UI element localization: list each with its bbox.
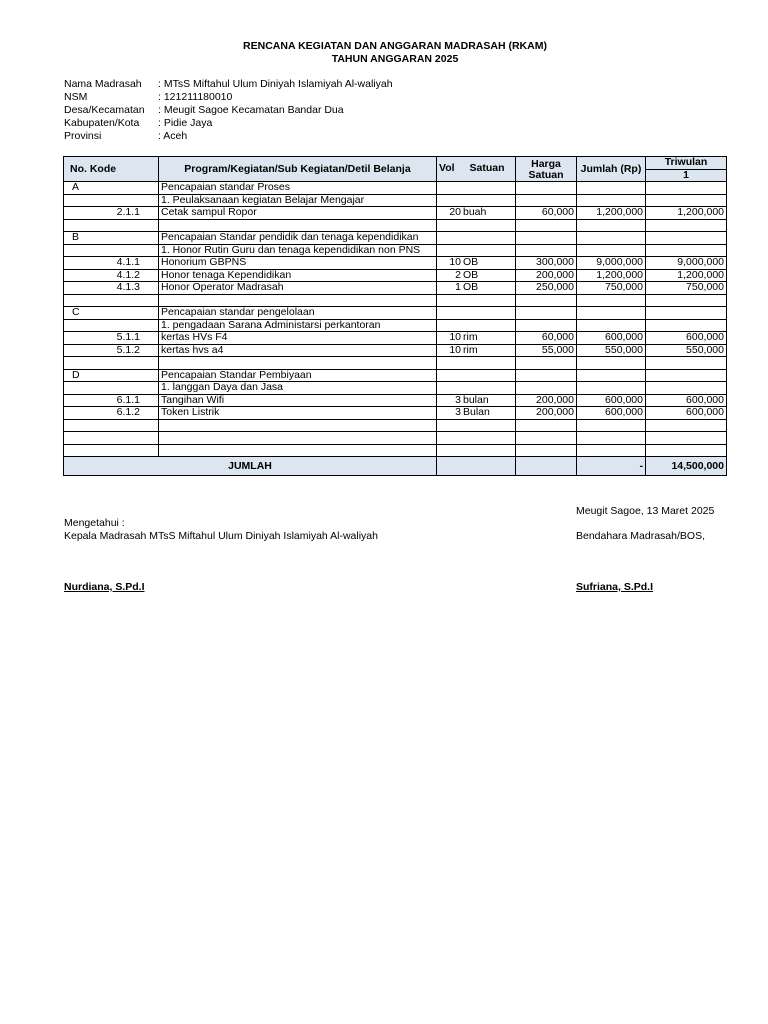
info-label: Kabupaten/Kota: [64, 117, 140, 129]
info-value: : Meugit Sagoe Kecamatan Bandar Dua: [158, 104, 344, 116]
cell-jumlah: 1,200,000: [577, 269, 646, 282]
cell-vol-satuan: [437, 282, 516, 295]
cell-vol: 20: [449, 206, 461, 219]
header-harga: Harga Satuan: [516, 157, 577, 182]
cell-desc: kertas HVs F4: [159, 332, 437, 345]
cell-kode: [64, 382, 159, 395]
cell-vol-satuan: [437, 419, 516, 432]
cell-harga: [516, 432, 577, 445]
right-signer-name: Sufriana, S.Pd.I: [576, 581, 654, 593]
cell-desc: Pencapaian Standar Pembiyaan: [159, 369, 437, 382]
table-row: [64, 357, 727, 370]
cell-harga: [516, 419, 577, 432]
cell-kode: 4.1.3: [64, 282, 159, 295]
table-row: [64, 182, 727, 195]
cell-triwulan-1: 9,000,000: [646, 257, 727, 270]
cell-vol-satuan: [437, 357, 516, 370]
cell-triwulan-1: [646, 182, 727, 195]
cell-kode: C: [64, 307, 159, 320]
cell-desc: [159, 432, 437, 445]
cell-jumlah: 750,000: [577, 282, 646, 295]
cell-vol-satuan: [437, 219, 516, 232]
cell-satuan: bulan: [463, 394, 489, 406]
info-value: : 121211180010: [158, 91, 233, 103]
cell-desc: 1. pengadaan Sarana Administarsi perkantoran: [159, 319, 437, 332]
cell-desc: Honor Operator Madrasah: [159, 282, 437, 295]
cell-desc: [159, 419, 437, 432]
table-row: [64, 394, 727, 407]
cell-vol: 3: [455, 406, 461, 419]
info-row: [64, 78, 393, 91]
info-row: [64, 91, 393, 104]
cell-kode: 2.1.1: [64, 207, 159, 220]
cell-harga: 300,000: [516, 257, 577, 270]
table-row: [64, 319, 727, 332]
cell-vol: 3: [455, 394, 461, 406]
cell-harga: [516, 369, 577, 382]
cell-harga: [516, 444, 577, 457]
cell-triwulan-1: 1,200,000: [646, 269, 727, 282]
table-row: [64, 419, 727, 432]
cell-satuan: OB: [463, 256, 479, 269]
cell-jumlah: [577, 369, 646, 382]
left-signer-role: Kepala Madrasah MTsS Miftahul Ulum Diniyah Islamiyah Al-waliyah: [64, 530, 378, 542]
cell-kode: [64, 219, 159, 232]
cell-triwulan-1: [646, 419, 727, 432]
left-signer-name: Nurdiana, S.Pd.I: [64, 581, 145, 593]
cell-desc: Token Listrik: [159, 407, 437, 420]
cell-triwulan-1: [646, 294, 727, 307]
cell-jumlah: [577, 294, 646, 307]
header-program: Program/Kegiatan/Sub Kegiatan/Detil Belanja: [159, 157, 437, 182]
cell-triwulan-1: [646, 219, 727, 232]
cell-desc: [159, 357, 437, 370]
cell-triwulan-1: [646, 357, 727, 370]
table-row: [64, 207, 727, 220]
table-row: [64, 194, 727, 207]
cell-triwulan-1: [646, 307, 727, 320]
cell-jumlah: [577, 244, 646, 257]
cell-vol: 10: [449, 344, 461, 356]
cell-vol-satuan: [437, 444, 516, 457]
cell-vol: 1: [455, 281, 461, 294]
table-row: [64, 257, 727, 270]
cell-jumlah: [577, 319, 646, 332]
cell-kode: [64, 419, 159, 432]
cell-satuan: rim: [463, 344, 478, 356]
table-row: [64, 307, 727, 320]
total-triwulan-1: 14,500,000: [646, 457, 727, 476]
info-row: [64, 104, 393, 117]
cell-vol: 10: [449, 331, 461, 344]
table-row: [64, 244, 727, 257]
document-subtitle: TAHUN ANGGARAN 2025: [331, 53, 459, 65]
cell-triwulan-1: [646, 444, 727, 457]
right-signer-role: Bendahara Madrasah/BOS,: [576, 530, 705, 542]
cell-kode: 4.1.1: [64, 257, 159, 270]
cell-harga: 60,000: [516, 332, 577, 345]
total-label: JUMLAH: [64, 457, 437, 476]
cell-kode: 6.1.2: [64, 407, 159, 420]
cell-harga: [516, 319, 577, 332]
cell-kode: 6.1.1: [64, 394, 159, 407]
cell-kode: D: [64, 369, 159, 382]
total-harga: [516, 457, 577, 476]
info-label: Desa/Kecamatan: [64, 104, 145, 116]
cell-vol-satuan: [437, 257, 516, 270]
cell-vol-satuan: [437, 269, 516, 282]
cell-harga: [516, 294, 577, 307]
cell-vol-satuan: [437, 182, 516, 195]
table-row: [64, 382, 727, 395]
cell-desc: Pencapaian standar Proses: [159, 182, 437, 195]
cell-jumlah: [577, 182, 646, 195]
cell-jumlah: 600,000: [577, 407, 646, 420]
cell-desc: [159, 219, 437, 232]
cell-desc: [159, 294, 437, 307]
table-row: [64, 332, 727, 345]
cell-kode: 5.1.2: [64, 344, 159, 357]
table-row: [64, 444, 727, 457]
cell-harga: 200,000: [516, 407, 577, 420]
cell-kode: [64, 432, 159, 445]
cell-jumlah: 600,000: [577, 332, 646, 345]
cell-desc: Honorium GBPNS: [159, 257, 437, 270]
cell-kode: 4.1.2: [64, 269, 159, 282]
cell-vol-satuan: [437, 294, 516, 307]
cell-jumlah: [577, 194, 646, 207]
table-row: [64, 219, 727, 232]
cell-satuan: OB: [463, 281, 479, 294]
budget-table: [63, 156, 727, 476]
cell-jumlah: 550,000: [577, 344, 646, 357]
cell-desc: Pencapaian standar pengelolaan: [159, 307, 437, 320]
cell-triwulan-1: 600,000: [646, 332, 727, 345]
cell-triwulan-1: [646, 382, 727, 395]
cell-vol-satuan: [437, 332, 516, 345]
cell-jumlah: 1,200,000: [577, 207, 646, 220]
cell-harga: [516, 194, 577, 207]
cell-harga: [516, 382, 577, 395]
cell-jumlah: 9,000,000: [577, 257, 646, 270]
cell-kode: [64, 319, 159, 332]
cell-desc: 1. langgan Daya dan Jasa: [159, 382, 437, 395]
cell-vol-satuan: [437, 407, 516, 420]
cell-desc: 1. Peulaksanaan kegiatan Belajar Mengajar: [159, 194, 437, 207]
cell-triwulan-1: [646, 194, 727, 207]
cell-triwulan-1: [646, 432, 727, 445]
table-row: [64, 269, 727, 282]
cell-kode: 5.1.1: [64, 332, 159, 345]
table-row: [64, 369, 727, 382]
cell-vol-satuan: [437, 432, 516, 445]
total-vol: [437, 457, 516, 476]
header-vol-satuan: [437, 157, 516, 182]
cell-triwulan-1: [646, 319, 727, 332]
table-row: [64, 282, 727, 295]
cell-triwulan-1: [646, 369, 727, 382]
cell-kode: [64, 357, 159, 370]
cell-triwulan-1: 1,200,000: [646, 207, 727, 220]
info-value: : MTsS Miftahul Ulum Diniyah Islamiyah Al-waliyah: [158, 78, 393, 90]
header-kode: No. Kode: [64, 157, 159, 182]
total-row: [64, 457, 727, 476]
cell-jumlah: 600,000: [577, 394, 646, 407]
header-vol: Vol: [439, 162, 455, 174]
cell-vol: 2: [455, 269, 461, 281]
cell-satuan: rim: [463, 331, 478, 344]
cell-harga: 200,000: [516, 394, 577, 407]
cell-harga: [516, 182, 577, 195]
cell-jumlah: [577, 432, 646, 445]
cell-harga: 60,000: [516, 207, 577, 220]
cell-kode: A: [64, 182, 159, 195]
table-row: [64, 407, 727, 420]
cell-desc: 1. Honor Rutin Guru dan tenaga kependidikan non PNS: [159, 244, 437, 257]
cell-jumlah: [577, 382, 646, 395]
cell-vol-satuan: [437, 344, 516, 357]
cell-jumlah: [577, 219, 646, 232]
cell-jumlah: [577, 357, 646, 370]
cell-kode: [64, 244, 159, 257]
info-value: : Pidie Jaya: [158, 117, 213, 129]
cell-satuan: Bulan: [463, 406, 490, 419]
cell-harga: [516, 232, 577, 245]
cell-jumlah: [577, 419, 646, 432]
cell-triwulan-1: [646, 232, 727, 245]
cell-kode: [64, 194, 159, 207]
cell-desc: kertas hvs a4: [159, 344, 437, 357]
place-date: Meugit Sagoe, 13 Maret 2025: [576, 505, 715, 517]
table-row: [64, 294, 727, 307]
cell-triwulan-1: 600,000: [646, 407, 727, 420]
cell-triwulan-1: 750,000: [646, 282, 727, 295]
cell-harga: 200,000: [516, 269, 577, 282]
cell-satuan: OB: [463, 269, 479, 281]
info-row: [64, 117, 393, 130]
cell-harga: [516, 244, 577, 257]
cell-kode: [64, 444, 159, 457]
cell-kode: [64, 294, 159, 307]
cell-triwulan-1: 550,000: [646, 344, 727, 357]
cell-vol-satuan: [437, 232, 516, 245]
cell-vol-satuan: [437, 369, 516, 382]
info-row: [64, 130, 393, 143]
info-label: Provinsi: [64, 130, 102, 142]
document-title: RENCANA KEGIATAN DAN ANGGARAN MADRASAH (RKAM): [243, 40, 547, 52]
header-jumlah: Jumlah (Rp): [577, 157, 646, 182]
cell-vol-satuan: [437, 382, 516, 395]
table-row: [64, 432, 727, 445]
cell-jumlah: [577, 307, 646, 320]
cell-vol-satuan: [437, 207, 516, 220]
cell-vol-satuan: [437, 307, 516, 320]
cell-jumlah: [577, 444, 646, 457]
cell-vol-satuan: [437, 194, 516, 207]
cell-satuan: buah: [463, 206, 487, 219]
cell-desc: Cetak sampul Ropor: [159, 207, 437, 220]
info-label: Nama Madrasah: [64, 78, 142, 90]
cell-harga: [516, 307, 577, 320]
header-satuan: Satuan: [469, 162, 505, 174]
table-row: [64, 232, 727, 245]
cell-desc: Honor tenaga Kependidikan: [159, 269, 437, 282]
cell-desc: [159, 444, 437, 457]
cell-desc: Pencapaian Standar pendidik dan tenaga kependidikan: [159, 232, 437, 245]
table-row: [64, 344, 727, 357]
cell-harga: 55,000: [516, 344, 577, 357]
cell-desc: Tangihan Wifi: [159, 394, 437, 407]
info-label: NSM: [64, 91, 88, 103]
cell-kode: B: [64, 232, 159, 245]
cell-vol-satuan: [437, 244, 516, 257]
header-triwulan-1: 1: [646, 169, 727, 182]
cell-harga: [516, 219, 577, 232]
mengetahui-label: Mengetahui :: [64, 517, 125, 529]
cell-triwulan-1: 600,000: [646, 394, 727, 407]
madrasah-info: [64, 78, 393, 143]
header-triwulan: Triwulan: [646, 157, 727, 170]
info-value: : Aceh: [158, 130, 188, 142]
cell-vol-satuan: [437, 319, 516, 332]
cell-harga: [516, 357, 577, 370]
cell-jumlah: [577, 232, 646, 245]
total-jumlah: -: [577, 457, 646, 476]
cell-triwulan-1: [646, 244, 727, 257]
cell-harga: 250,000: [516, 282, 577, 295]
cell-vol-satuan: [437, 394, 516, 407]
cell-vol: 10: [449, 256, 461, 269]
